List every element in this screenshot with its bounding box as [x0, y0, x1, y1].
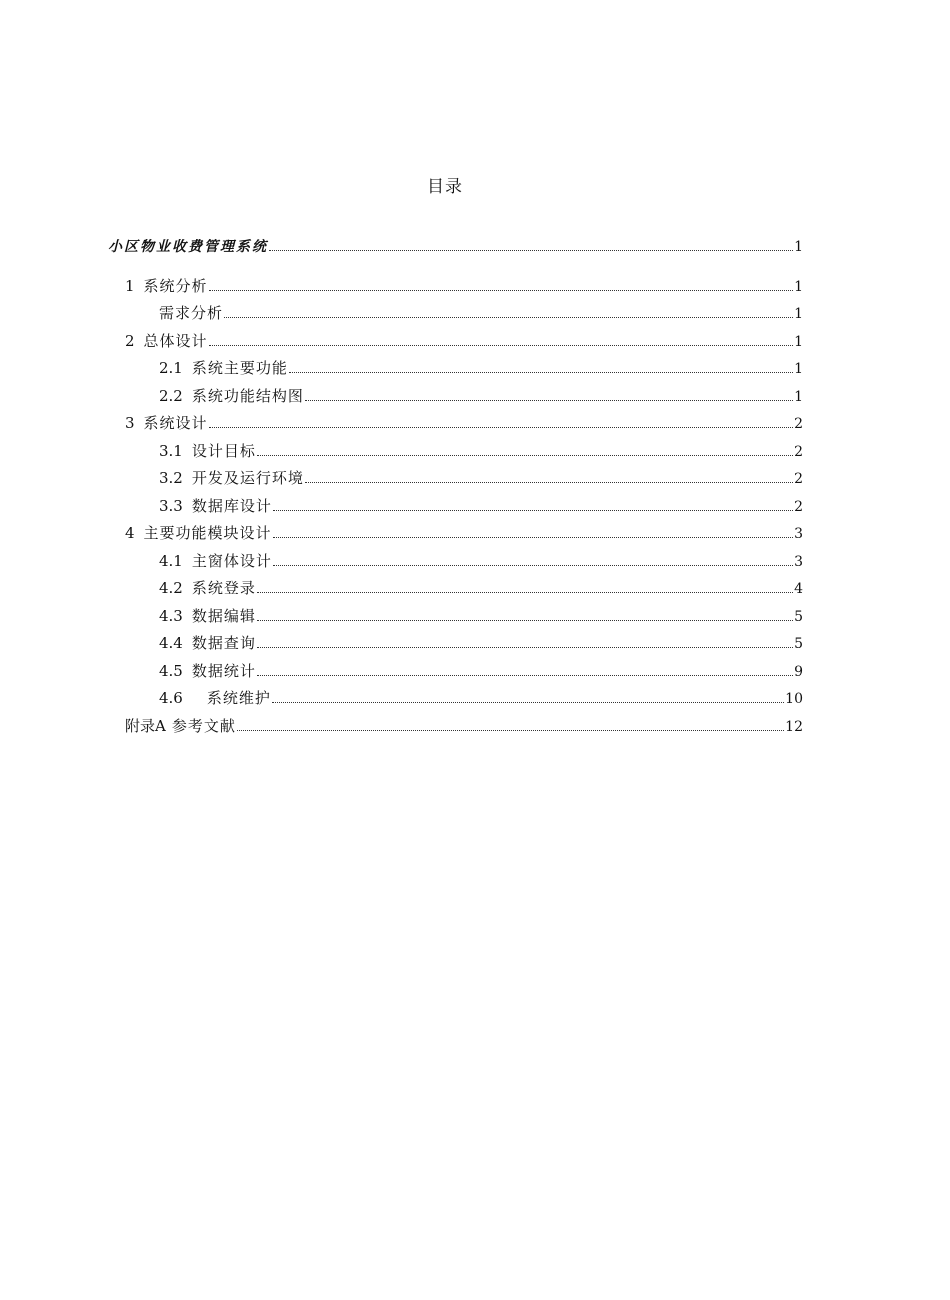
toc-entry-text: 系统功能结构图 — [191, 387, 304, 405]
toc-leader-dots — [273, 509, 793, 511]
toc-leader-dots — [257, 454, 793, 456]
toc-leader-dots — [305, 481, 793, 483]
toc-entry-text: 系统主要功能 — [191, 359, 288, 377]
toc-entry-4-5[interactable] — [108, 660, 803, 684]
toc-leader-dots — [237, 729, 784, 731]
toc-leader-dots — [272, 701, 784, 703]
toc-page-number: 1 — [794, 239, 803, 255]
toc-entry-2-1[interactable] — [108, 357, 803, 381]
toc-entry-4-2[interactable] — [108, 577, 803, 601]
toc-entry-text: 设计目标 — [191, 442, 256, 460]
toc-page-number: 5 — [794, 609, 803, 625]
toc-entry-text: 需求分析 — [159, 304, 224, 322]
toc-entry-text: 系统分析 — [143, 277, 208, 295]
toc-leader-dots — [224, 316, 793, 318]
toc-entry-document-title[interactable] — [108, 236, 803, 260]
toc-page-number: 1 — [794, 306, 803, 322]
toc-page-number: 1 — [794, 334, 803, 350]
toc-entry-text: 总体设计 — [143, 332, 208, 350]
toc-entry-number: 4.2 — [159, 579, 183, 597]
toc-page-number: 9 — [794, 664, 803, 680]
toc-entry-3-1[interactable] — [108, 440, 803, 464]
toc-entry-number: 4.6 — [159, 689, 183, 707]
toc-leader-dots — [289, 371, 793, 373]
toc-entry-text: 数据库设计 — [191, 497, 272, 515]
toc-entry-text: 主要功能模块设计 — [143, 524, 272, 542]
toc-page-number: 2 — [794, 444, 803, 460]
toc-entry-number: 4.1 — [159, 552, 183, 570]
toc-entry-number: 3.3 — [159, 497, 183, 515]
toc-page-number: 2 — [794, 471, 803, 487]
toc-leader-dots — [209, 426, 794, 428]
toc-entry-number: 2 — [125, 332, 135, 350]
toc-entry-number: 3.1 — [159, 442, 183, 460]
toc-page-number: 1 — [794, 389, 803, 405]
toc-entry-4-6[interactable] — [108, 687, 803, 711]
toc-page-number: 4 — [794, 581, 803, 597]
toc-entry-2[interactable] — [108, 330, 803, 354]
toc-leader-dots — [209, 289, 794, 291]
toc-leader-dots — [269, 249, 793, 251]
toc-entry-4-1[interactable] — [108, 550, 803, 574]
toc-entry-text: 开发及运行环境 — [191, 469, 304, 487]
toc-entry-1[interactable] — [108, 275, 803, 299]
toc-entry-number: 3.2 — [159, 469, 183, 487]
toc-entry-text: 小区物业收费管理系统 — [108, 239, 268, 255]
toc-entry-number: 2.1 — [159, 359, 183, 377]
toc-entry-4[interactable] — [108, 522, 803, 546]
toc-entry-number: 4.3 — [159, 607, 183, 625]
toc-entry-text: 主窗体设计 — [191, 552, 272, 570]
toc-entry-appendix-a[interactable] — [108, 715, 803, 739]
toc-leader-dots — [257, 646, 793, 648]
toc-page-number: 10 — [785, 691, 803, 707]
toc-title: 目录 — [427, 177, 463, 197]
toc-entry-text: 参考文献 — [171, 717, 236, 735]
toc-entry-number: 1 — [125, 277, 135, 295]
toc-entry-number: 4 — [125, 524, 135, 542]
toc-entry-text: 系统设计 — [143, 414, 208, 432]
toc-leader-dots — [209, 344, 794, 346]
toc-entry-number: 4.4 — [159, 634, 183, 652]
toc-leader-dots — [273, 564, 793, 566]
toc-leader-dots — [257, 619, 793, 621]
toc-page-number: 1 — [794, 279, 803, 295]
toc-page-number: 1 — [794, 361, 803, 377]
toc-entry-3-3[interactable] — [108, 495, 803, 519]
toc-leader-dots — [305, 399, 793, 401]
toc-entry-text: 系统登录 — [191, 579, 256, 597]
toc-entry-4-3[interactable] — [108, 605, 803, 629]
toc-entry-number: 3 — [125, 414, 135, 432]
toc-page-number: 12 — [785, 719, 803, 735]
toc-page-number: 2 — [794, 499, 803, 515]
toc-page-number: 3 — [794, 526, 803, 542]
toc-leader-dots — [257, 591, 793, 593]
toc-entry-text: 数据编辑 — [191, 607, 256, 625]
toc-entry-4-4[interactable] — [108, 632, 803, 656]
toc-entry-number: 4.5 — [159, 662, 183, 680]
toc-leader-dots — [273, 536, 794, 538]
toc-entry-text: 系统维护 — [206, 689, 271, 707]
toc-entry-text: 数据统计 — [191, 662, 256, 680]
toc-entry-requirements[interactable] — [108, 302, 803, 326]
toc-entry-number: 2.2 — [159, 387, 183, 405]
toc-entry-2-2[interactable] — [108, 385, 803, 409]
toc-entry-3-2[interactable] — [108, 467, 803, 491]
toc-entry-number: 附录A — [125, 717, 166, 735]
toc-page-number: 2 — [794, 416, 803, 432]
toc-page-number: 3 — [794, 554, 803, 570]
toc-page-number: 5 — [794, 636, 803, 652]
toc-entry-3[interactable] — [108, 412, 803, 436]
toc-entry-text: 数据查询 — [191, 634, 256, 652]
toc-leader-dots — [257, 674, 793, 676]
